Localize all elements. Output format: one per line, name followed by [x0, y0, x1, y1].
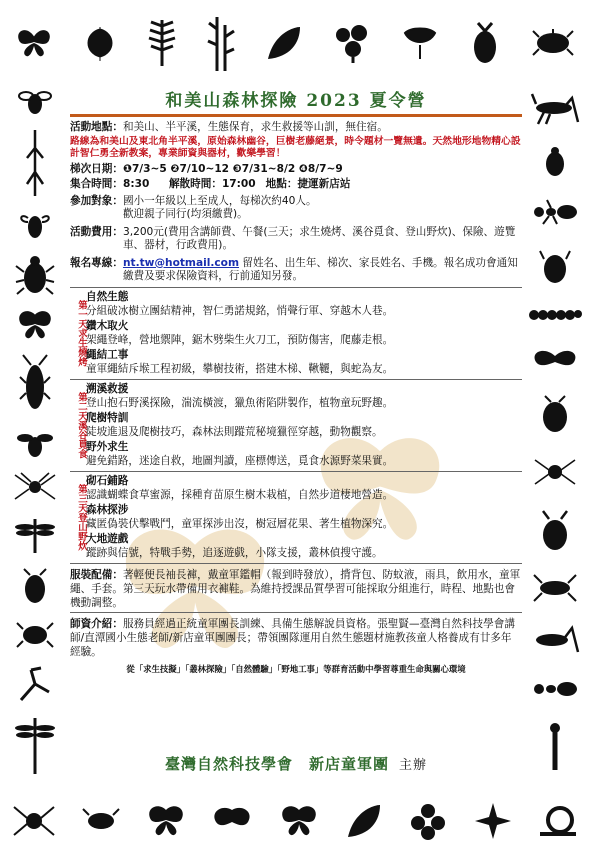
fee-value: 3,200元(費用含講師費、午餐(三天；求生燒烤、溪谷覓食、登山野炊)、保險、遊覽車、器材，行政費用)。 — [122, 225, 516, 251]
day-3-item-2-text: 藏匿偽裝伏擊戰鬥，童軍探涉出沒，樹冠層花果、著生植物深究。 — [86, 518, 394, 530]
location-row — [70, 121, 522, 135]
dragonfly-icon — [15, 716, 55, 776]
target-line1: 國小一年級以上至成人，每梯次約40人。 — [122, 194, 317, 207]
mantis-icon — [17, 664, 53, 704]
target-line2: 歡迎親子同行(均須繳費)。 — [122, 208, 248, 220]
clothing-label: 服裝配備： — [70, 568, 123, 581]
end-time: 17:00 — [221, 178, 256, 190]
day-2-item-3-text: 避免錯路，迷途自救，地圖判讀，座標傳送，覓食水源野菜果實。 — [86, 455, 394, 467]
day-3-section — [70, 471, 522, 563]
caterpillar-icon — [528, 304, 582, 326]
day-1-item-3-title: 繩結工事 — [86, 348, 129, 361]
flower-icon — [473, 801, 513, 841]
day-2-item-1-text: 登山抱石野溪探險，湍流橫渡，獵魚術陷阱製作，植物童玩野趣。 — [86, 397, 394, 409]
fee-row — [70, 226, 522, 253]
leaf-icon — [401, 25, 439, 61]
page-title: 和美山森林探險 2023 夏令營 — [165, 91, 427, 111]
footer — [70, 753, 522, 774]
day-2-item-3-title: 野外求生 — [86, 440, 129, 453]
top-border-icons — [0, 4, 590, 82]
left-border-icons — [4, 82, 66, 782]
bee-icon — [18, 210, 52, 240]
right-border-icons — [524, 82, 586, 782]
email-link[interactable]: nt.tw@hotmail.com — [122, 256, 239, 269]
register-row — [70, 257, 522, 284]
day-1-item-2-text: 架繩登峰，營地禦陣，鋸木劈柴生火刀工，預防傷害，爬藤走根。 — [86, 334, 394, 346]
day-1-section — [70, 287, 522, 379]
flower-icon — [333, 23, 371, 63]
meet-time: 8:30 — [122, 178, 150, 190]
beetle-icon — [540, 145, 570, 179]
leaf-icon — [344, 801, 384, 841]
clothing-value: 著輕便長袖長褲，戴童軍鑑帽（報到時發放），揹背包、防蚊液，雨具，飲用水，童軍繩、手套。第三天玩水帶備用衣褲鞋。為維持授課品質學習可能採取分組進行，時程、地點也會機動調整。 — [70, 568, 521, 609]
beetle-icon — [537, 509, 573, 553]
day-1-label: 第一天求生燒烤 — [76, 299, 87, 367]
butterfly-icon — [16, 309, 54, 341]
place-value: 捷運新店站 — [297, 178, 351, 190]
cockroach-icon — [19, 353, 51, 417]
bee-icon — [17, 429, 53, 459]
meet-label: 集合時間： — [70, 178, 123, 190]
location-label: 活動地點： — [70, 121, 123, 133]
place-label: 地點： — [265, 178, 298, 190]
host-label: 主辦 — [399, 758, 428, 773]
location-value: 和美山、半平溪，生態保育，求生救援等山訓，無住宿。 — [122, 121, 388, 133]
day-1-item-1-title: 自然生態 — [86, 290, 129, 303]
fee-label: 活動費用： — [70, 225, 123, 238]
target-row — [70, 195, 522, 222]
leaf-icon — [264, 23, 304, 63]
fern-icon — [147, 18, 177, 68]
insect-icon — [532, 573, 578, 603]
beetle-icon — [538, 245, 572, 285]
day-2-section — [70, 379, 522, 471]
spider-icon — [13, 471, 57, 503]
dragonfly-icon — [15, 515, 55, 555]
day-2-item-2-title: 爬樹特訓 — [86, 411, 129, 424]
moth-icon — [210, 804, 254, 838]
beetle-icon — [537, 395, 573, 435]
teachers-value: 服務員經過正統童軍團長訓練、具備生態解說員資格。張聖賢—臺灣自然科技學會講師/直潭國小生態老師/新店童軍團團長；帶領團隊運用自然生態題材施教孩童人格養成有廿多年經驗。 — [70, 617, 515, 658]
mantis-icon — [25, 128, 45, 198]
grasshopper-icon — [530, 92, 580, 126]
end-label: 解散時間： — [168, 178, 222, 190]
beetle-icon — [18, 567, 52, 607]
day-3-item-3-text: 蹤跡與信號，特戰手勢，追逐遊戲，小隊支援，叢林偵搜守護。 — [86, 547, 383, 559]
target-label: 參加對象： — [70, 194, 123, 207]
teachers-section — [70, 612, 522, 678]
day-3-item-1-title: 砌石鋪路 — [86, 474, 129, 487]
schedule-value: ❶7/3~5 ❷7/10~12 ❸7/31~8/2 ❹8/7~9 — [122, 162, 343, 175]
register-value: 留姓名、出生年、梯次、家長姓名、手機。報名成功會通知繳費及要求保險資料，行前通知另發。 — [122, 256, 518, 282]
snail-icon — [538, 804, 578, 838]
schedule-label: 梯次日期： — [70, 162, 123, 175]
day-1-item-2-title: 鑽木取火 — [86, 319, 129, 332]
day-3-item-3-title: 大地遊戲 — [86, 532, 129, 545]
beetle-icon — [15, 252, 55, 296]
organizer-names: 臺灣自然科技學會 新店童軍團 — [164, 755, 389, 773]
ant-icon — [531, 675, 579, 703]
highlight-text: 路線為和美山及東北角半平溪，原始森林幽谷，巨樹老藤絕景，時令題材一覽無遺。天然地形地物精心設計智仁勇全新教案，專業師資與器材，歡樂學習！ — [70, 135, 521, 159]
spider-icon — [533, 454, 577, 490]
meet-row — [70, 178, 522, 192]
day-2-item-1-title: 溯溪救援 — [86, 382, 129, 395]
insect-icon — [81, 806, 121, 836]
moth-icon — [530, 346, 580, 376]
butterfly-icon — [279, 804, 319, 838]
butterfly-icon — [146, 804, 186, 838]
bottom-border-icons — [0, 786, 590, 856]
day-3-item-1-text: 認識蝴蝶食草蜜源，採種育苗原生樹木栽植，自然步道棲地營造。 — [86, 489, 394, 501]
insect-icon — [531, 27, 575, 59]
flower-icon — [408, 801, 448, 841]
day-1-item-1-text: 分組破冰樹立團結精神，智仁勇諾規銘，悄聲行軍、穿越木人巷。 — [86, 305, 394, 317]
snail-icon — [537, 722, 573, 772]
insect-icon — [15, 619, 55, 651]
day-3-item-2-title: 森林探涉 — [86, 503, 129, 516]
clothing-section — [70, 563, 522, 612]
divider — [70, 114, 522, 117]
flyer-content — [70, 82, 522, 782]
leaf-icon — [82, 23, 118, 63]
teachers-label: 師資介紹： — [70, 617, 123, 630]
ant-icon — [531, 198, 579, 226]
day-2-item-2-text: 陡坡進退及爬樹技巧，森林法則蹤荒秘境獵徑穿越，動物觀察。 — [86, 426, 383, 438]
day-1-item-3-text: 童軍繩結斥堠工程初級，攀樹技術，搭建木梯、鞦韆，與蛇為友。 — [86, 363, 394, 375]
pinecone-icon — [468, 21, 502, 65]
bamboo-icon — [207, 15, 235, 71]
tagline: 從「求生技擬」「叢林探險」「自然體驗」「野地工事」等群育活動中學習尊重生命與關心環境 — [126, 663, 466, 674]
bee-icon — [18, 88, 52, 116]
day-2-label: 第二天溪谷覓食 — [76, 391, 87, 459]
schedule-row — [70, 163, 522, 177]
register-label: 報名專線： — [70, 256, 123, 269]
grasshopper-icon — [530, 622, 580, 656]
butterfly-icon — [15, 27, 53, 59]
spider-icon — [12, 801, 56, 841]
day-3-label: 第三天登山野炊 — [76, 483, 87, 551]
